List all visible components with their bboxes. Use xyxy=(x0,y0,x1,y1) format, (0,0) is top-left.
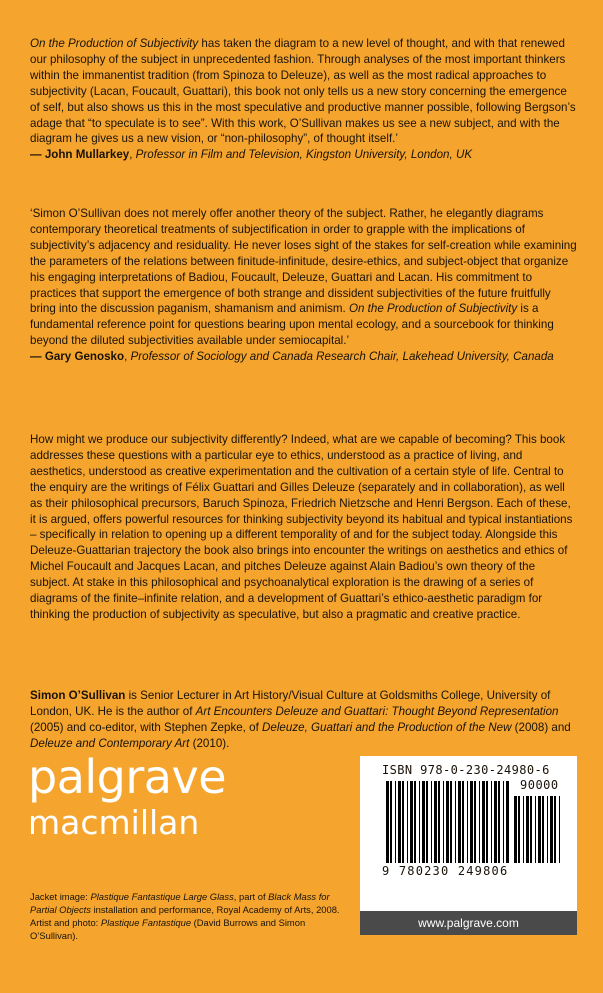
barcode-bar xyxy=(503,781,504,863)
credit-text: , part of xyxy=(233,891,269,903)
barcode-bar xyxy=(486,781,488,863)
author-bio xyxy=(30,688,578,752)
barcode-bar xyxy=(422,781,425,863)
publisher-url[interactable]: www.palgrave.com xyxy=(360,911,577,935)
barcode-bar xyxy=(479,781,480,863)
ean-digits: 9 780230 249806 xyxy=(382,864,509,878)
barcode-bar xyxy=(523,796,524,863)
barcode-bar xyxy=(431,781,432,863)
barcode-bar xyxy=(482,781,485,863)
barcode-bar xyxy=(419,781,420,863)
barcode-bar xyxy=(538,796,541,863)
barcode-bar xyxy=(455,781,456,863)
barcode-bar xyxy=(450,781,452,863)
barcode-bar xyxy=(498,781,500,863)
bio-book1: Art Encounters Deleuze and Guattari: Thought Beyond Representation xyxy=(195,704,559,718)
credit-installation: Black Mass for Partial Objects xyxy=(30,891,330,916)
barcode-bar xyxy=(410,781,413,863)
barcode-bar xyxy=(458,781,461,863)
quote1-affiliation: Professor in Film and Television, Kingston University, London, UK xyxy=(135,148,473,162)
barcode-bar xyxy=(474,781,476,863)
quote2-title: On the Production of Subjectivity xyxy=(348,302,518,316)
barcode-bar xyxy=(554,796,556,863)
barcode-bar xyxy=(426,781,428,863)
barcode-bar xyxy=(514,796,517,863)
isbn-number: ISBN 978-0-230-24980-6 xyxy=(382,763,550,777)
credit-artist: Plastique Fantastique xyxy=(100,916,192,928)
quote1-body: has taken the diagram to a new level of thought, and with that renewed our philosophy of the subject in unprecedented fashion. Through analyses of the most important thinkers within the immanentist tradition (from Spinoza to Deleuze), as well as the most radical approaches to subjectivity (Lacan, Foucault, Guattari), this book not only tells us a new story concerning the emergence of self, but also shows us this in the most speculative and productive manner possible, following Bergson’s adage that “to speculate is to see”. With this work, O’Sullivan makes us see a new subject, and with the diagram he gives us a new vision, or “non-philosophy”, of thought itself.’ xyxy=(30,37,576,146)
barcode-bar xyxy=(407,781,408,863)
bio-book3: Deleuze and Contemporary Art xyxy=(30,736,190,750)
quote1-author: — John Mullarkey xyxy=(30,148,130,162)
bio-text: (2005) and co-editor, with Stephen Zepke, of xyxy=(30,720,263,734)
barcode-bar xyxy=(443,781,444,863)
publisher-logo-macmillan: macmillan xyxy=(28,803,200,842)
addon-barcode xyxy=(514,796,562,863)
book-blurb: How might we produce our subjectivity differently? Indeed, what are we capable of becoming? This book addresses these questions with a particular eye to ethics, understood as a practice of living, and aesthetics, understood as creative experimentation and the cultivation of a certain style of life. Central to the enquiry are the writings of Félix Guattari and Gilles Deleuze (separately and in collaboration), as well as their philosophical precursors, Baruch Spinoza, Friedrich Nietzsche and Henri Bergson. Each of these, it is argued, offers powerful resources for thinking subjectivity beyond its habitual and typical instantiations – specifically in relation to opening up a different temporality of and for the subject today. Alongside this Deleuze-Guattarian trajectory the book also brings into encounter the writings on aesthetics and ethics of Michel Foucault and Jacques Lacan, and pitches Deleuze against Alain Badiou’s own theory of the subject. At stake in this philosophical and psychoanalytical exploration is the drawing of a series of diagrams of the finite–infinite relation, and a development of Guattari’s ethico-aesthetic paradigm for thinking the production of subjectivity as speculative, but also a pragmatic and creative practice. xyxy=(30,433,573,621)
credit-text: (David Burrows and Simon O’Sullivan). xyxy=(30,916,306,941)
barcode-bar xyxy=(402,781,404,863)
barcode-bar xyxy=(462,781,464,863)
publisher-logo-palgrave: palgrave xyxy=(28,750,226,804)
barcode-bar xyxy=(390,781,392,863)
barcode-bar xyxy=(494,781,497,863)
bio-text: is Senior Lecturer in Art History/Visual Culture at Goldsmiths College, University of London, UK. He is the author of xyxy=(30,689,551,718)
barcode-bar xyxy=(470,781,473,863)
barcode-bar xyxy=(559,796,560,863)
quote2-affiliation: Professor of Sociology and Canada Research Chair, Lakehead University, Canada xyxy=(130,350,554,364)
barcode-bar xyxy=(446,781,449,863)
jacket-image-credit xyxy=(30,891,350,942)
quote2-body-end: is a fundamental reference point for questions bearing upon mental ecology, and a sourcebook for thinking beyond the diluted subjectivities available under semiocapital.’ xyxy=(30,302,554,348)
credit-text: installation and performance, Royal Academy of Arts, 2008. Artist and photo: xyxy=(30,904,340,928)
barcode-bar xyxy=(398,781,401,863)
barcode-bar xyxy=(542,796,544,863)
barcode-panel xyxy=(360,756,577,911)
barcode-bar xyxy=(530,796,532,863)
barcode-bar xyxy=(386,781,389,863)
barcode-bar xyxy=(434,781,437,863)
quote1-title: On the Production of Subjectivity xyxy=(30,37,199,50)
barcode-bar xyxy=(526,796,529,863)
quote2-body: ‘Simon O’Sullivan does not merely offer another theory of the subject. Rather, he elegantly diagrams contemporary theoretical treatments of subjectification in order to grapple with the implications of subjectivity’s adjacency and residuality. He never loses sight of the stakes for self-creation while examining the parameters of the relations between finitude-infinitude, desire-ethics, and subject-object that organize his engaging interpretations of Badiou, Foucault, Deleuze, Guattari and Lacan. His commitment to practices that support the emergence of both strange and dissident subjectivities of the future fruitfully bring into the discussion paganism, shamanism and animism. xyxy=(30,207,577,316)
barcode-bar xyxy=(395,781,396,863)
bio-text: (2010). xyxy=(189,736,230,750)
price-code: 90000 xyxy=(520,778,559,792)
ean-barcode xyxy=(386,781,510,863)
barcode-bar xyxy=(506,781,509,863)
barcode-bar xyxy=(491,781,492,863)
barcode-bar xyxy=(518,796,520,863)
bio-text: (2008) and xyxy=(511,720,571,734)
credit-artwork: Plastique Fantastique Large Glass xyxy=(90,891,234,903)
barcode-bar xyxy=(547,796,548,863)
quote-genosko: ‘Simon O’Sullivan does not merely offer another theory of the subject. Rather, he elegantly diagrams contemporary theoretical treatments of subjectification in order to grapple with the implications of subjectivity’s adjacency and residuality. He never loses sight of the stakes for self-creation while examining the parameters of the relations between finitude-infinitude, desire-ethics, and subject-object that organize his engaging interpretations of Badiou, Foucault, Deleuze, Guattari and Lacan. His commitment to practices that support the emergence of both strange and dissident subjectivities of the future fruitfully bring into the discussion paganism, shamanism and animism. On the Production of Subjectivity is a fundamental reference point for questions bearing upon mental ecology, and a sourcebook for thinking beyond the diluted subjectivities available under semiocapital.’ — Gary Genosko, Professor of Sociology and Canada Research Chair, Lakehead University, Canada xyxy=(30,207,577,364)
quote-mullarkey: On the Production of Subjectivity has taken the diagram to a new level of thought, and with that renewed our philosophy of the subject in unprecedented fashion. Through analyses of the most important thinkers within the immanentist tradition (from Spinoza to Deleuze), as well as the most radical approaches to subjectivity (Lacan, Foucault, Guattari), this book not only tells us a new story concerning the emergence of self, but also shows us this in the most speculative and productive manner possible, following Bergson’s adage that “to speculate is to see”. With this work, O’Sullivan makes us see a new subject, and with the diagram he gives us a new vision, or “non-philosophy”, of thought itself.’ — John Mullarkey, Professor in Film and Television, Kingston University, London, UK xyxy=(30,37,576,162)
bio-book2: Deleuze, Guattari and the Production of the New xyxy=(262,720,512,734)
barcode-bar xyxy=(438,781,440,863)
bio-name: Simon O’Sullivan xyxy=(30,689,126,702)
barcode-bar xyxy=(550,796,553,863)
credit-text: Jacket image: xyxy=(30,891,91,903)
barcode-bar xyxy=(414,781,416,863)
barcode-bar xyxy=(467,781,468,863)
barcode-bar xyxy=(535,796,536,863)
quote2-author: — Gary Genosko xyxy=(30,350,125,364)
